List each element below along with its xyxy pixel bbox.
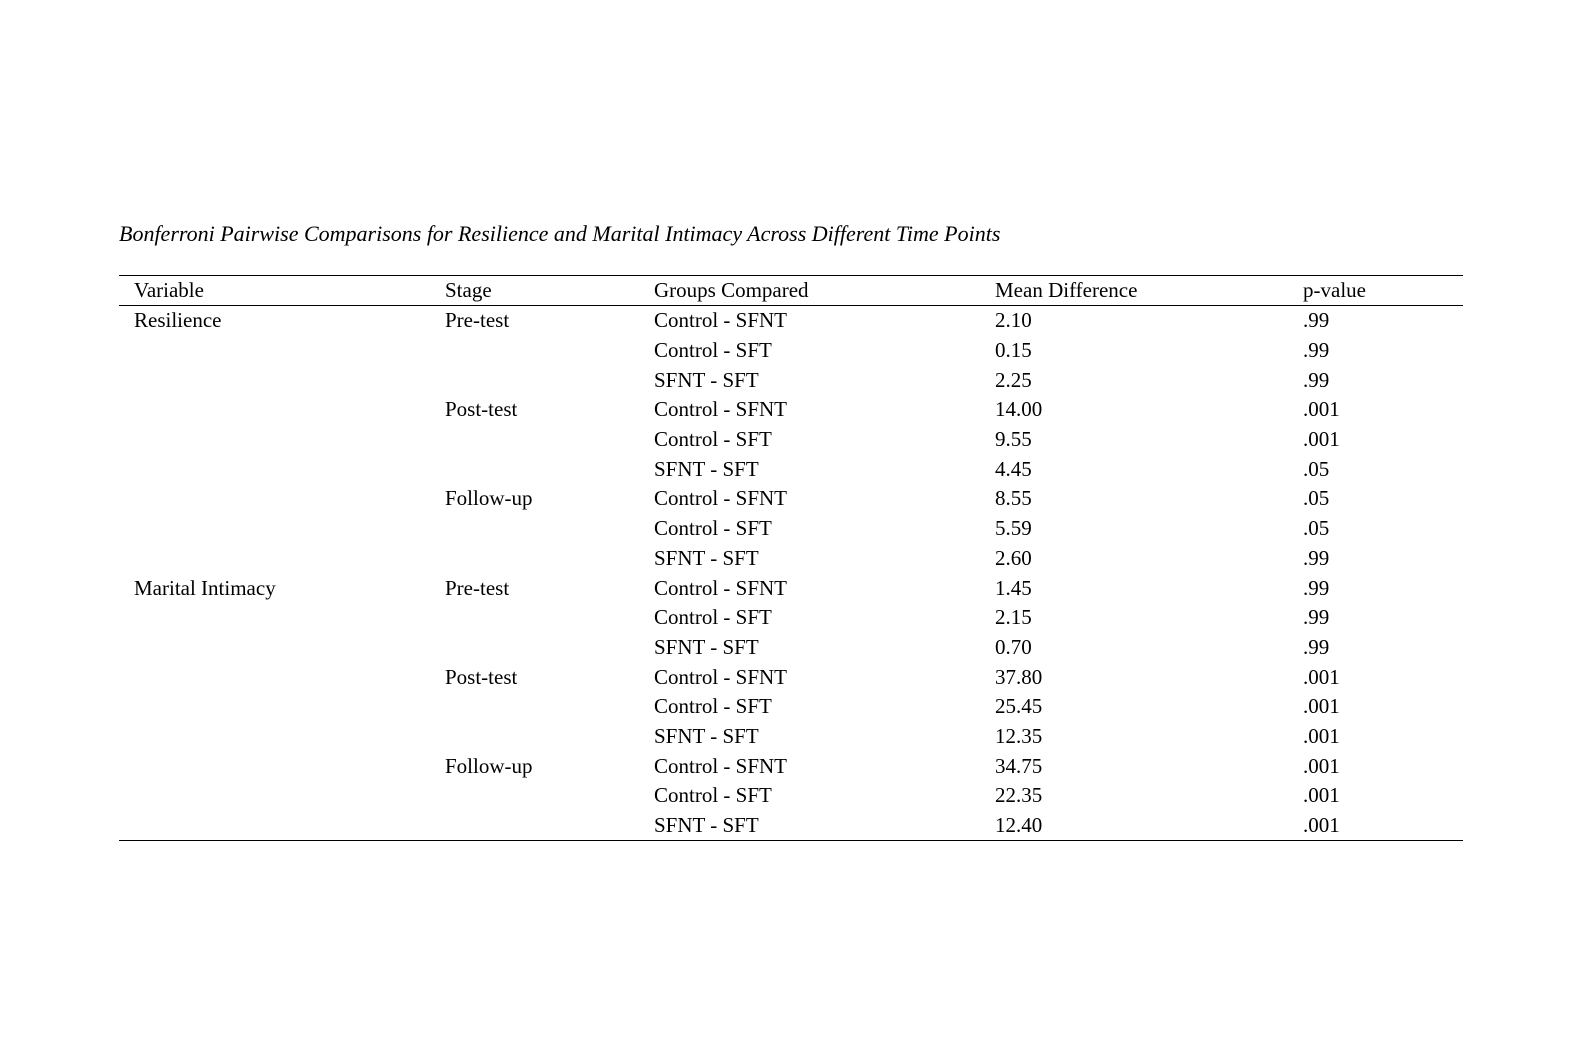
cell-mean-difference: 9.55: [995, 427, 1032, 452]
cell-p-value: .99: [1303, 308, 1330, 333]
cell-mean-difference: 2.10: [995, 308, 1032, 333]
cell-groups-compared: Control - SFNT: [654, 753, 788, 778]
column-header-mean-difference: Mean Difference: [995, 276, 1303, 306]
cell-groups-compared: Control - SFT: [654, 516, 772, 541]
cell-mean-difference: 12.35: [995, 723, 1043, 748]
cell-p-value: .99: [1303, 634, 1330, 659]
cell-variable: [119, 454, 445, 484]
cell-mean-difference: 12.40: [995, 813, 1043, 838]
cell-mean-difference: 1.45: [995, 575, 1032, 600]
cell-variable: Resilience: [134, 308, 222, 333]
table-row: [119, 603, 1463, 633]
cell-variable: [119, 633, 445, 663]
cell-mean-difference: 22.35: [995, 783, 1043, 808]
cell-variable: [119, 395, 445, 425]
cell-groups-compared: SFNT - SFT: [654, 367, 759, 392]
cell-p-value: .001: [1303, 664, 1340, 689]
table-row: [119, 573, 1463, 603]
cell-variable: Marital Intimacy: [134, 575, 276, 600]
table-row: [119, 425, 1463, 455]
cell-mean-difference: 5.59: [995, 516, 1032, 541]
table-row: [119, 692, 1463, 722]
table-caption: Bonferroni Pairwise Comparisons for Resilience and Marital Intimacy Across Different Time Points: [119, 221, 1001, 246]
cell-stage: [445, 365, 654, 395]
cell-stage: [445, 692, 654, 722]
cell-groups-compared: SFNT - SFT: [654, 723, 759, 748]
cell-p-value: .05: [1303, 456, 1330, 481]
cell-groups-compared: Control - SFT: [654, 338, 772, 363]
column-header-p-value: p-value: [1303, 276, 1463, 306]
cell-stage: [445, 633, 654, 663]
cell-p-value: .99: [1303, 605, 1330, 630]
cell-variable: [119, 722, 445, 752]
table-row: [119, 751, 1463, 781]
cell-groups-compared: Control - SFNT: [654, 308, 788, 333]
cell-stage: Pre-test: [445, 308, 510, 333]
cell-mean-difference: 0.70: [995, 634, 1032, 659]
column-header-variable: Variable: [119, 276, 445, 306]
cell-mean-difference: 8.55: [995, 486, 1032, 511]
table-row: [119, 633, 1463, 663]
cell-groups-compared: Control - SFNT: [654, 664, 788, 689]
cell-groups-compared: Control - SFT: [654, 783, 772, 808]
cell-groups-compared: Control - SFT: [654, 694, 772, 719]
cell-p-value: .001: [1303, 813, 1340, 838]
cell-mean-difference: 37.80: [995, 664, 1043, 689]
cell-variable: [119, 751, 445, 781]
cell-p-value: .001: [1303, 753, 1340, 778]
cell-groups-compared: SFNT - SFT: [654, 813, 759, 838]
cell-stage: [445, 514, 654, 544]
cell-p-value: .05: [1303, 516, 1330, 541]
cell-p-value: .99: [1303, 575, 1330, 600]
cell-groups-compared: Control - SFNT: [654, 486, 788, 511]
cell-stage: [445, 811, 654, 841]
table-row: [119, 544, 1463, 574]
table-row: [119, 306, 1463, 336]
table-row: [119, 484, 1463, 514]
cell-variable: [119, 425, 445, 455]
table-header-row: [119, 276, 1463, 306]
table-row: [119, 662, 1463, 692]
comparisons-table: [119, 275, 1463, 841]
table-body: [119, 306, 1463, 841]
cell-groups-compared: SFNT - SFT: [654, 545, 759, 570]
cell-stage: [445, 722, 654, 752]
cell-p-value: .99: [1303, 545, 1330, 570]
cell-stage: Post-test: [445, 397, 518, 422]
cell-variable: [119, 544, 445, 574]
cell-groups-compared: Control - SFT: [654, 605, 772, 630]
cell-mean-difference: 14.00: [995, 397, 1043, 422]
cell-stage: Follow-up: [445, 486, 533, 511]
cell-p-value: .05: [1303, 486, 1330, 511]
cell-variable: [119, 781, 445, 811]
cell-stage: [445, 454, 654, 484]
cell-groups-compared: SFNT - SFT: [654, 634, 759, 659]
cell-variable: [119, 514, 445, 544]
cell-p-value: .001: [1303, 397, 1340, 422]
cell-stage: [445, 603, 654, 633]
cell-variable: [119, 692, 445, 722]
table-row: [119, 781, 1463, 811]
table-row: [119, 811, 1463, 841]
cell-groups-compared: Control - SFNT: [654, 575, 788, 600]
cell-stage: Pre-test: [445, 575, 510, 600]
cell-stage: [445, 544, 654, 574]
cell-stage: Post-test: [445, 664, 518, 689]
cell-mean-difference: 4.45: [995, 456, 1032, 481]
cell-p-value: .99: [1303, 367, 1330, 392]
cell-p-value: .001: [1303, 694, 1340, 719]
table-row: [119, 365, 1463, 395]
table-row: [119, 336, 1463, 366]
cell-variable: [119, 811, 445, 841]
cell-groups-compared: SFNT - SFT: [654, 456, 759, 481]
cell-mean-difference: 2.60: [995, 545, 1032, 570]
table-row: [119, 514, 1463, 544]
column-header-groups-compared: Groups Compared: [654, 276, 995, 306]
cell-stage: [445, 336, 654, 366]
cell-stage: [445, 425, 654, 455]
cell-variable: [119, 662, 445, 692]
table-row: [119, 395, 1463, 425]
cell-stage: Follow-up: [445, 753, 533, 778]
cell-variable: [119, 603, 445, 633]
column-header-stage: Stage: [445, 276, 654, 306]
cell-mean-difference: 2.25: [995, 367, 1032, 392]
cell-mean-difference: 2.15: [995, 605, 1032, 630]
cell-p-value: .99: [1303, 338, 1330, 363]
cell-mean-difference: 0.15: [995, 338, 1032, 363]
cell-groups-compared: Control - SFT: [654, 427, 772, 452]
cell-variable: [119, 336, 445, 366]
cell-p-value: .001: [1303, 427, 1340, 452]
cell-p-value: .001: [1303, 723, 1340, 748]
cell-variable: [119, 365, 445, 395]
cell-mean-difference: 25.45: [995, 694, 1043, 719]
cell-groups-compared: Control - SFNT: [654, 397, 788, 422]
cell-mean-difference: 34.75: [995, 753, 1043, 778]
cell-p-value: .001: [1303, 783, 1340, 808]
table-row: [119, 722, 1463, 752]
table-row: [119, 454, 1463, 484]
cell-variable: [119, 484, 445, 514]
cell-stage: [445, 781, 654, 811]
